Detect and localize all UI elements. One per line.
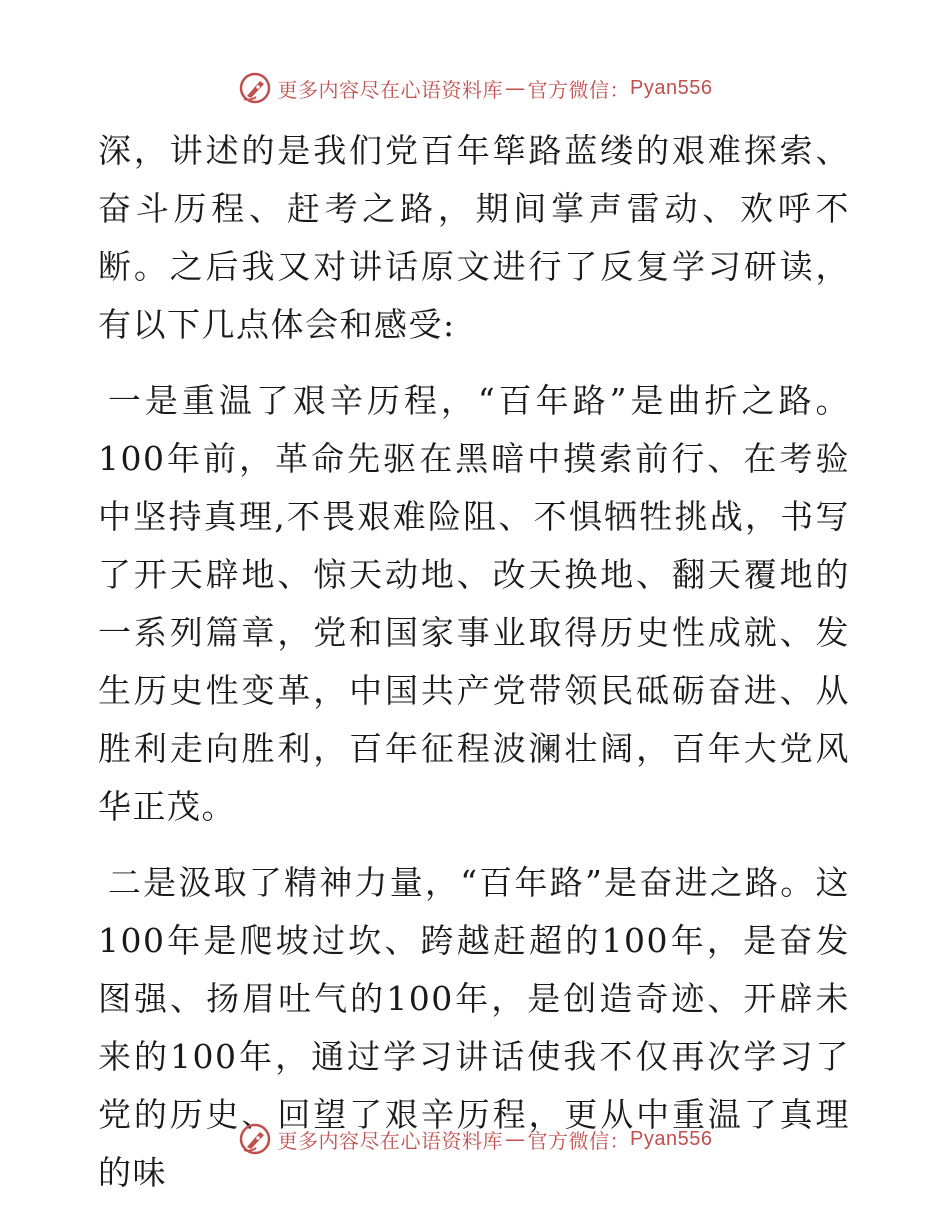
banner-wechat-label: 官方微信：: [527, 1128, 631, 1153]
banner-wechat-label: 官方微信：: [527, 77, 631, 102]
paragraph-intro: 深，讲述的是我们党百年筚路蓝缕的艰难探索、奋斗历程、赶考之路，期间掌声雷动、欢呼不断。之后我又对讲话原文进行了反复学习研读，有以下几点体会和感受:: [98, 131, 850, 344]
banner-wechat-id: Pyan556: [630, 1127, 713, 1150]
pen-nib-logo-icon: [238, 71, 272, 105]
paragraph-point-two: 二是汲取了精神力量，“百年路”是奋进之路。这100年是爬坡过坎、跨越赶超的100年，是奋发图强、扬眉吐气的100年，是创造奇迹、开辟未来的100年，通过学习讲话使我不仅再次学习了党的历史、回望了艰辛历程，更从中重温了真理的味: [98, 863, 850, 1192]
pen-nib-logo-icon: [238, 1122, 272, 1156]
banner-title: 更多内容尽在心语资料库: [277, 77, 504, 102]
header-banner: [0, 66, 950, 110]
banner-wechat-id: Pyan556: [630, 76, 713, 99]
document-body: [98, 122, 850, 1202]
paragraph-point-one: 一是重温了艰辛历程，“百年路”是曲折之路。100年前，革命先驱在黑暗中摸索前行、在考验中坚持真理,不畏艰难险阻、不惧牺牲挑战，书写了开天辟地、惊天动地、改天换地、翻天覆地的一系列篇章，党和国家事业取得历史性成就、发生历史性变革，中国共产党带领民砥砺奋进、从胜利走向胜利，百年征程波澜壮阔，百年大党风华正茂。: [98, 381, 850, 826]
banner-separator: —: [505, 1127, 526, 1151]
banner-separator: —: [505, 76, 526, 100]
banner-title: 更多内容尽在心语资料库: [277, 1128, 504, 1153]
footer-banner: [0, 1117, 950, 1161]
